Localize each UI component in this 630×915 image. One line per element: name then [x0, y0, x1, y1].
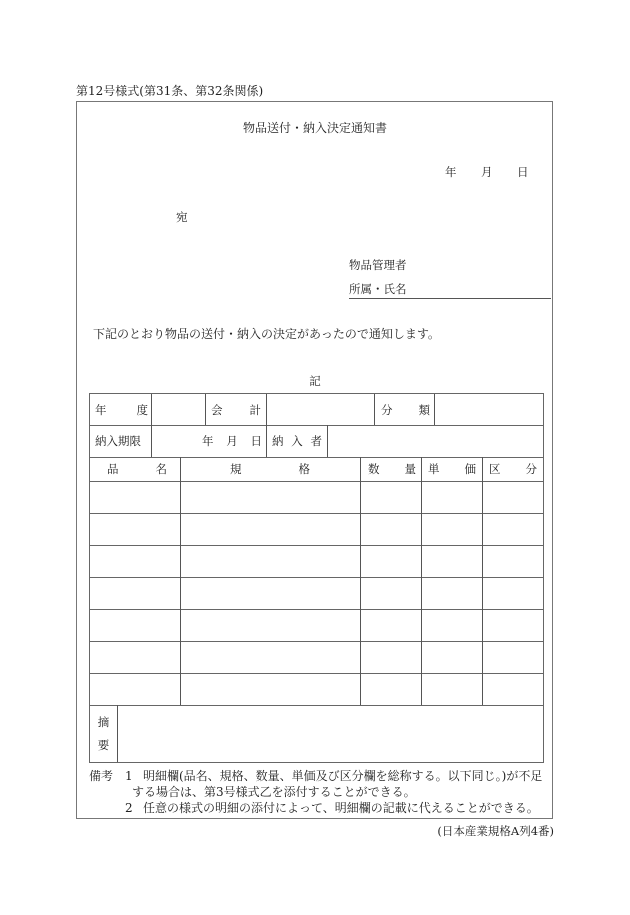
remark-item-1-continued: [89, 784, 549, 800]
table-row[interactable]: [90, 641, 543, 673]
remark-item-2: [89, 800, 549, 816]
label-char: 名: [155, 462, 167, 476]
label-char: 格: [298, 462, 310, 476]
date-year-label: 年: [445, 165, 457, 179]
label-char: 単: [428, 462, 440, 476]
label-char: 納: [272, 434, 284, 448]
remark-number: 1: [125, 769, 133, 783]
remarks-heading: 備考: [89, 769, 114, 783]
supplier-label: [272, 425, 322, 457]
label-char: 計: [249, 402, 261, 417]
remark-text: 明細欄(品名、規格、数量、単価及び区分欄を総称する。以下同じ。)が不足: [143, 769, 543, 783]
date-day-char: 日: [250, 434, 262, 448]
ki-heading: 記: [309, 374, 321, 388]
col-header-unit-price: [428, 457, 476, 481]
col-header-item-name: [107, 457, 167, 481]
document-title: 物品送付・納入決定通知書: [242, 121, 387, 135]
remark-item-1: [89, 768, 549, 784]
label-char: 分: [381, 402, 393, 417]
manager-label: 物品管理者: [349, 258, 407, 272]
detail-rows: [90, 481, 543, 705]
notice-text: 下記のとおり物品の送付・納入の決定があったので通知します。: [93, 327, 440, 341]
label-char: 類: [418, 402, 430, 417]
category-label: [381, 394, 430, 425]
label-char: 度: [136, 402, 148, 417]
col-divider: [374, 394, 375, 425]
category-field[interactable]: [435, 394, 543, 425]
label-char: 会: [211, 402, 223, 417]
label-char: 要: [97, 737, 110, 752]
label-char: 年: [95, 402, 107, 417]
remark-number: 2: [125, 801, 133, 815]
label-char: 数: [368, 462, 380, 476]
form-number-label: 第12号様式(第31条、第32条関係): [76, 84, 264, 98]
addressee-suffix: 宛: [176, 210, 188, 224]
deadline-date-field[interactable]: [202, 425, 262, 457]
account-field[interactable]: [267, 394, 374, 425]
table-row[interactable]: [90, 545, 543, 577]
summary-label: [90, 705, 117, 762]
summary-field[interactable]: [119, 706, 543, 761]
items-table: [89, 393, 544, 763]
date-year-char: 年: [202, 434, 214, 448]
remark-text: 任意の様式の明細の添付によって、明細欄の記載に代えることができる。: [143, 801, 539, 815]
label-char: 品: [107, 462, 119, 476]
col-header-spec: [230, 457, 310, 481]
affiliation-name-field[interactable]: [349, 281, 551, 299]
date-month-label: 月: [481, 165, 493, 179]
account-label: [211, 394, 261, 425]
paper-size-label: (日本産業規格A列4番): [437, 824, 554, 838]
label-char: 量: [404, 462, 416, 476]
table-row[interactable]: [90, 673, 543, 705]
col-divider: [205, 394, 206, 425]
label-char: 区: [489, 462, 501, 476]
label-char: 規: [230, 462, 242, 476]
label-char: 者: [310, 434, 322, 448]
table-row[interactable]: [90, 609, 543, 641]
remarks-section: [89, 768, 549, 816]
table-row[interactable]: [90, 481, 543, 513]
col-header-quantity: [368, 457, 416, 481]
col-header-classification: [489, 457, 537, 481]
deadline-label: 納入期限: [95, 434, 141, 448]
fiscal-year-field[interactable]: [152, 394, 205, 425]
label-char: 入: [291, 434, 303, 448]
label-char: 価: [464, 462, 476, 476]
remark-text: する場合は、第3号様式乙を添付することができる。: [132, 785, 416, 799]
col-divider: [117, 705, 118, 762]
date-month-char: 月: [226, 434, 238, 448]
fiscal-year-label: [95, 394, 148, 425]
date-day-label: 日: [517, 165, 529, 179]
affiliation-name-label: 所属・氏名: [349, 282, 407, 296]
table-row[interactable]: [90, 577, 543, 609]
label-char: 分: [525, 462, 537, 476]
supplier-field[interactable]: [328, 425, 543, 457]
label-char: 摘: [97, 715, 110, 730]
table-row[interactable]: [90, 513, 543, 545]
